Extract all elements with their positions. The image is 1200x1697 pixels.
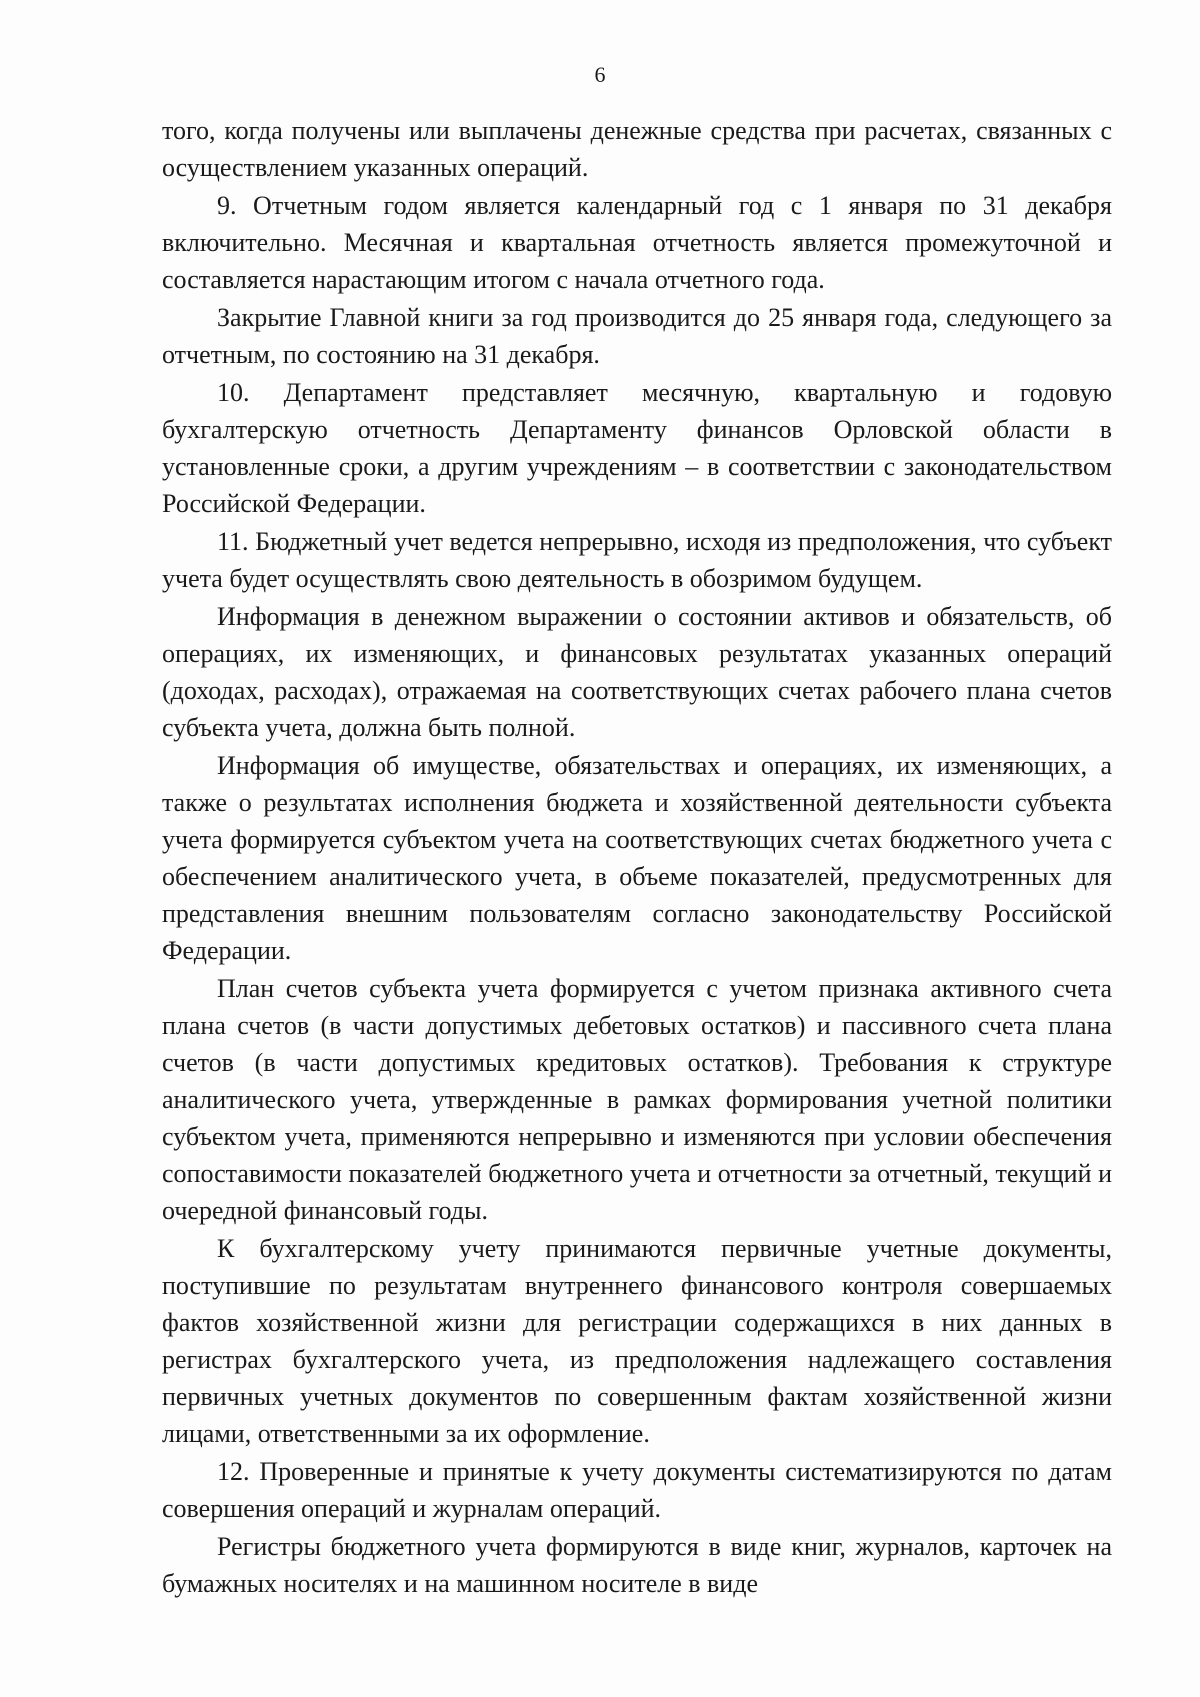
- paragraph: 12. Проверенные и принятые к учету документы систематизируются по датам совершения операций и журналам операций.: [162, 1457, 1112, 1523]
- page-number: 6: [594, 62, 606, 87]
- document-body: [162, 112, 1112, 1603]
- paragraph: 9. Отчетным годом является календарный год с 1 января по 31 декабря включительно. Месячная и квартальная отчетность является промежуточной и составляется нарастающим итогом с начала отчетного года.: [162, 191, 1112, 294]
- paragraph: Закрытие Главной книги за год производится до 25 января года, следующего за отчетным, по состоянию на 31 декабря.: [162, 303, 1112, 369]
- paragraph: 10. Департамент представляет месячную, квартальную и годовую бухгалтерскую отчетность Департаменту финансов Орловской области в установленные сроки, а другим учреждениям – в соответствии с законодательством Российской Федерации.: [162, 378, 1112, 518]
- paragraph: Информация об имуществе, обязательствах и операциях, их изменяющих, а также о результатах исполнения бюджета и хозяйственной деятельности субъекта учета формируется субъектом учета на соответствующих счетах бюджетного учета с обеспечением аналитического учета, в объеме показателей, предусмотренных для представления внешним пользователям согласно законодательству Российской Федерации.: [162, 751, 1112, 965]
- paragraph: План счетов субъекта учета формируется с учетом признака активного счета плана счетов (в части допустимых дебетовых остатков) и пассивного счета плана счетов (в части допустимых кредитовых остатков). Требования к структуре аналитического учета, утвержденные в рамках формирования учетной политики субъектом учета, применяются непрерывно и изменяются при условии обеспечения сопоставимости показателей бюджетного учета и отчетности за отчетный, текущий и очередной финансовый годы.: [162, 974, 1112, 1225]
- paragraph: того, когда получены или выплачены денежные средства при расчетах, связанных с осуществлением указанных операций.: [162, 116, 1112, 182]
- paragraph: Регистры бюджетного учета формируются в виде книг, журналов, карточек на бумажных носителях и на машинном носителе в виде: [162, 1532, 1112, 1598]
- paragraph: К бухгалтерскому учету принимаются первичные учетные документы, поступившие по результатам внутреннего финансового контроля совершаемых фактов хозяйственной жизни для регистрации содержащихся в них данных в регистрах бухгалтерского учета, из предположения надлежащего составления первичных учетных документов по совершенным фактам хозяйственной жизни лицами, ответственными за их оформление.: [162, 1234, 1112, 1448]
- paragraph: Информация в денежном выражении о состоянии активов и обязательств, об операциях, их изменяющих, и финансовых результатах указанных операций (доходах, расходах), отражаемая на соответствующих счетах рабочего плана счетов субъекта учета, должна быть полной.: [162, 602, 1112, 742]
- paragraph: 11. Бюджетный учет ведется непрерывно, исходя из предположения, что субъект учета будет осуществлять свою деятельность в обозримом будущем.: [162, 527, 1112, 593]
